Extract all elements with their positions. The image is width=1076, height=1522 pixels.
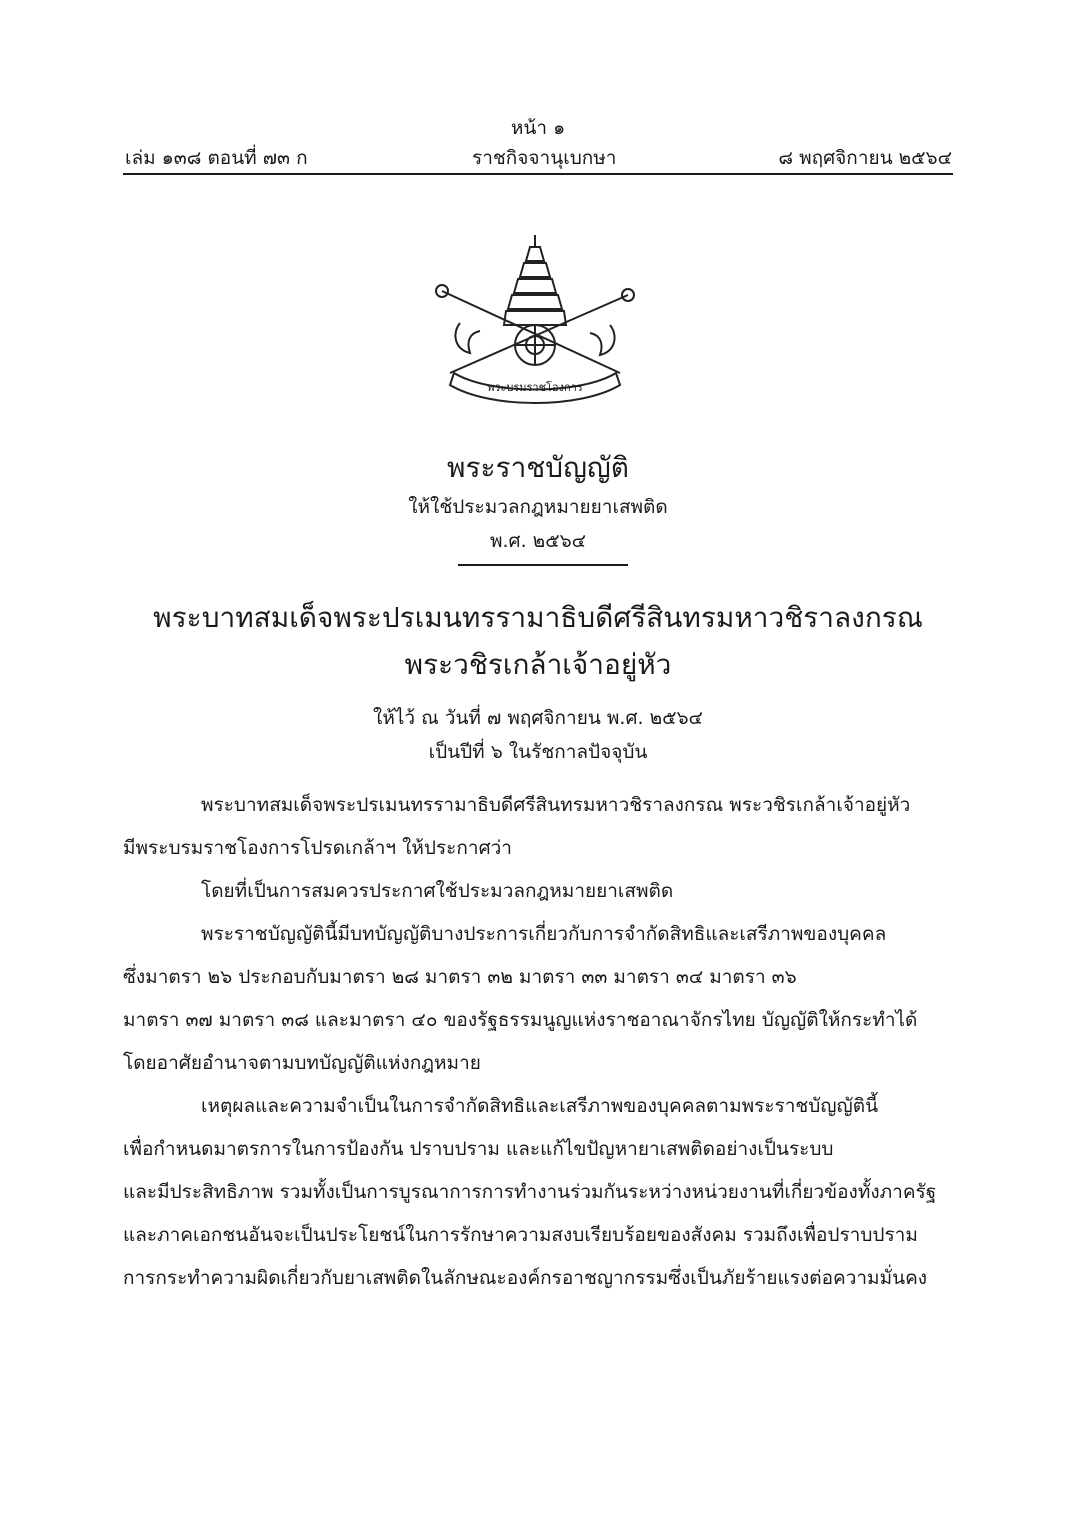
paragraph-line: เหตุผลและความจำเป็นในการจำกัดสิทธิและเสรีภาพของบุคคลตามพระราชบัญญัตินี้: [201, 1095, 879, 1117]
act-subtitle: ให้ใช้ประมวลกฎหมายยาเสพติด: [408, 496, 668, 518]
king-name-line2: พระวชิรเกล้าเจ้าอยู่หัว: [404, 648, 672, 681]
paragraph-line: โดยอาศัยอำนาจตามบทบัญญัติแห่งกฎหมาย: [123, 1052, 481, 1074]
header-rule: [123, 173, 953, 175]
volume-section: เล่ม ๑๓๘ ตอนที่ ๗๓ ก: [125, 147, 308, 169]
paragraph-line: โดยที่เป็นการสมควรประกาศใช้ประมวลกฎหมายยาเสพติด: [201, 880, 674, 902]
paragraph-line: ซึ่งมาตรา ๒๖ ประกอบกับมาตรา ๒๘ มาตรา ๓๒ มาตรา ๓๓ มาตรา ๓๔ มาตรา ๓๖: [123, 966, 797, 988]
paragraph-line: พระราชบัญญัตินี้มีบทบัญญัติบางประการเกี่ยวกับการจำกัดสิทธิและเสรีภาพของบุคคล: [201, 923, 887, 945]
gazette-date: ๘ พฤศจิกายน ๒๕๖๔: [778, 147, 952, 169]
title-rule: [458, 564, 628, 566]
royal-emblem-icon: [430, 233, 640, 413]
king-name-line1: พระบาทสมเด็จพระปรเมนทรรามาธิบดีศรีสินทรมหาวชิราลงกรณ: [153, 601, 923, 634]
act-year: พ.ศ. ๒๕๖๔: [489, 530, 587, 552]
page-number: หน้า ๑: [510, 117, 566, 139]
given-date: ให้ไว้ ณ วันที่ ๗ พฤศจิกายน พ.ศ. ๒๕๖๔: [373, 707, 703, 729]
paragraph-line: เพื่อกำหนดมาตรการในการป้องกัน ปราบปราม และแก้ไขปัญหายาเสพติดอย่างเป็นระบบ: [123, 1138, 834, 1160]
paragraph-line: มาตรา ๓๗ มาตรา ๓๘ และมาตรา ๔๐ ของรัฐธรรมนูญแห่งราชอาณาจักรไทย บัญญัติให้กระทำได้: [123, 1009, 918, 1031]
act-title: พระราชบัญญัติ: [447, 451, 629, 484]
paragraph-line: การกระทำความผิดเกี่ยวกับยาเสพติดในลักษณะองค์กรอาชญากรรมซึ่งเป็นภัยร้ายแรงต่อความมั่นคง: [123, 1267, 928, 1289]
reign-year: เป็นปีที่ ๖ ในรัชกาลปัจจุบัน: [428, 741, 648, 763]
paragraph-line: และมีประสิทธิภาพ รวมทั้งเป็นการบูรณาการการทำงานร่วมกันระหว่างหน่วยงานที่เกี่ยวข้องทั้งภาครัฐ: [123, 1181, 937, 1203]
paragraph-line: พระบาทสมเด็จพระปรเมนทรรามาธิบดีศรีสินทรมหาวชิราลงกรณ พระวชิรเกล้าเจ้าอยู่หัว: [201, 794, 911, 816]
paragraph-line: มีพระบรมราชโองการโปรดเกล้าฯ ให้ประกาศว่า: [123, 837, 512, 859]
paragraph-line: และภาคเอกชนอันจะเป็นประโยชน์ในการรักษาความสงบเรียบร้อยของสังคม รวมถึงเพื่อปราบปราม: [123, 1224, 918, 1246]
gazette-name: ราชกิจจานุเบกษา: [472, 147, 617, 169]
body-text: [123, 784, 953, 1300]
seal-text: พระบรมราชโองการ: [487, 381, 583, 394]
